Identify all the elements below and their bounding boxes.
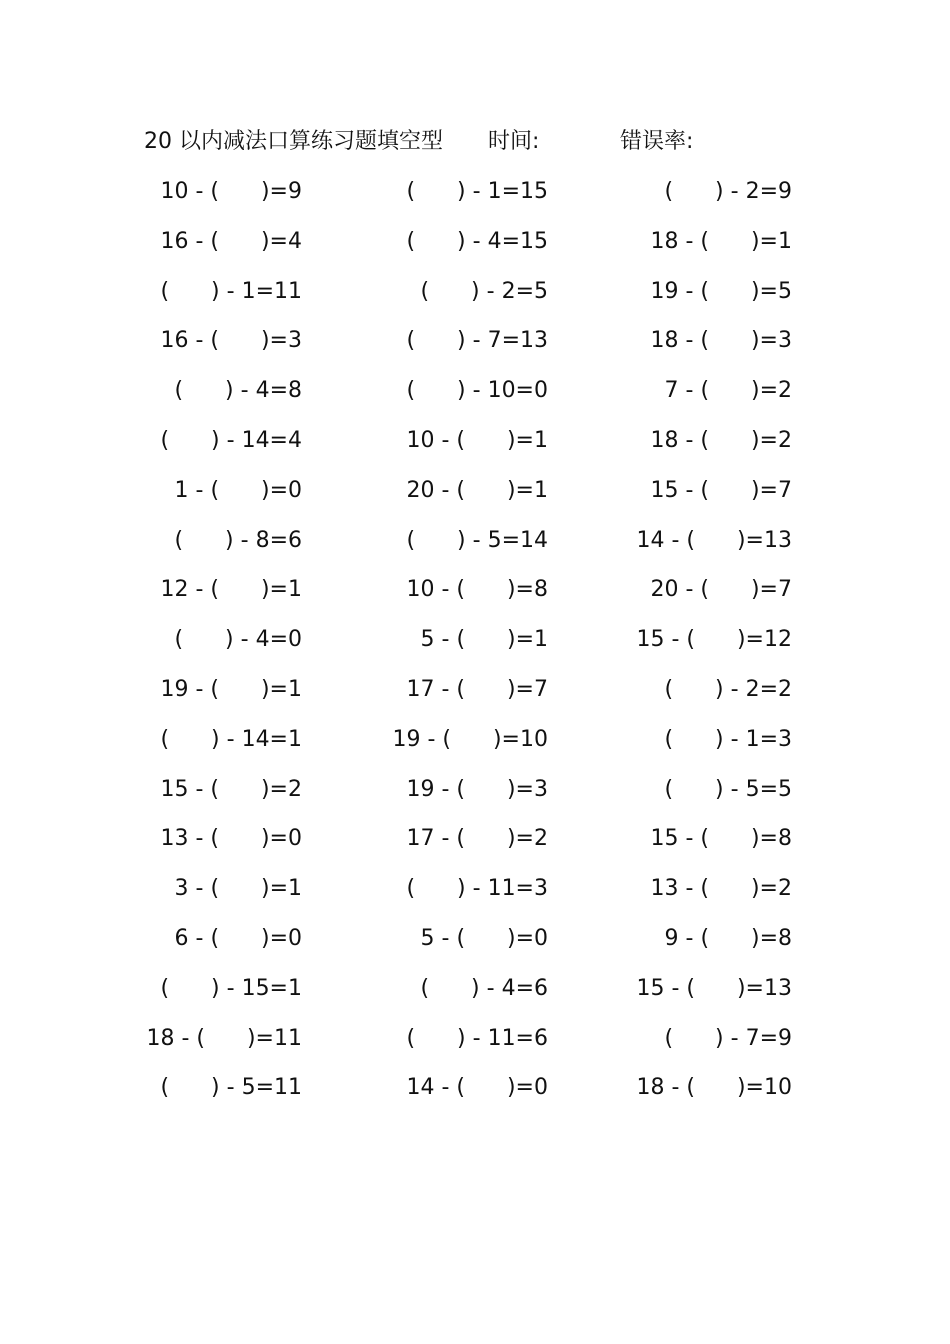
problem: ( ) - 2=5 <box>420 278 548 304</box>
problem: 10 - ( )=9 <box>160 179 302 204</box>
problem: 3 - ( )=1 <box>174 876 302 902</box>
problem-row <box>0 673 950 723</box>
problem: 10 - ( )=8 <box>406 577 548 603</box>
problem: ( ) - 11=3 <box>406 876 548 902</box>
problem: 12 - ( )=1 <box>160 577 302 603</box>
problem: 18 - ( )=3 <box>650 328 792 354</box>
problem: 6 - ( )=0 <box>174 925 302 951</box>
worksheet-title: 20 以内减法口算练习题填空型 <box>144 129 443 154</box>
problem: 13 - ( )=2 <box>650 876 792 902</box>
problem: 19 - ( )=10 <box>392 726 548 752</box>
problem: 7 - ( )=2 <box>664 378 792 404</box>
problem-row <box>0 524 950 574</box>
problem: ( ) - 1=11 <box>160 278 302 304</box>
problem: ( ) - 2=2 <box>664 676 792 702</box>
problem: ( ) - 4=15 <box>406 228 548 254</box>
problem-row <box>0 822 950 872</box>
problem: 17 - ( )=7 <box>406 676 548 702</box>
problem: ( ) - 5=11 <box>160 1075 302 1101</box>
problem: 5 - ( )=0 <box>420 925 548 951</box>
problem: ( ) - 1=3 <box>664 726 792 752</box>
problem-row <box>0 872 950 922</box>
problem: 15 - ( )=2 <box>160 776 302 802</box>
problem: 1 - ( )=0 <box>174 477 302 503</box>
problem: ( ) - 7=13 <box>406 328 548 354</box>
problem: 20 - ( )=7 <box>650 577 792 603</box>
problem: ( ) - 5=5 <box>664 776 792 802</box>
problem: ( ) - 11=6 <box>406 1025 548 1051</box>
time-label: 时间: <box>488 129 540 154</box>
problem-row <box>0 275 950 325</box>
problem-grid <box>0 175 950 1121</box>
problem-row <box>0 573 950 623</box>
problem: 14 - ( )=0 <box>406 1075 548 1101</box>
problem: 15 - ( )=13 <box>636 975 792 1001</box>
problem-row <box>0 424 950 474</box>
problem: ( ) - 7=9 <box>664 1025 792 1051</box>
problem: ( ) - 8=6 <box>174 527 302 553</box>
problem-row <box>0 175 950 225</box>
problem: 20 - ( )=1 <box>406 477 548 503</box>
worksheet-header <box>0 126 950 158</box>
problem: ( ) - 14=4 <box>160 427 302 453</box>
problem: 5 - ( )=1 <box>420 627 548 653</box>
problem: ( ) - 14=1 <box>160 726 302 752</box>
problem-row <box>0 972 950 1022</box>
problem-row <box>0 922 950 972</box>
problem: ( ) - 4=0 <box>174 627 302 653</box>
problem: 16 - ( )=4 <box>160 228 302 254</box>
problem-row <box>0 723 950 773</box>
problem: ( ) - 15=1 <box>160 975 302 1001</box>
problem: ( ) - 4=6 <box>420 975 548 1001</box>
problem-row <box>0 324 950 374</box>
problem: ( ) - 2=9 <box>664 179 792 204</box>
problem: ( ) - 4=8 <box>174 378 302 404</box>
problem-row <box>0 1022 950 1072</box>
problem: 15 - ( )=7 <box>650 477 792 503</box>
problem: 13 - ( )=0 <box>160 826 302 852</box>
problem: 18 - ( )=10 <box>636 1075 792 1101</box>
problem: 9 - ( )=8 <box>664 925 792 951</box>
problem: 17 - ( )=2 <box>406 826 548 852</box>
problem: 18 - ( )=2 <box>650 427 792 453</box>
problem: 16 - ( )=3 <box>160 328 302 354</box>
problem-row <box>0 623 950 673</box>
problem-row <box>0 773 950 823</box>
problem-row <box>0 1071 950 1121</box>
problem: 10 - ( )=1 <box>406 427 548 453</box>
error-rate-label: 错误率: <box>620 129 694 154</box>
problem: 19 - ( )=5 <box>650 278 792 304</box>
problem: ( ) - 1=15 <box>406 179 548 204</box>
problem: 19 - ( )=3 <box>406 776 548 802</box>
problem: 18 - ( )=1 <box>650 228 792 254</box>
problem: 14 - ( )=13 <box>636 527 792 553</box>
problem: 19 - ( )=1 <box>160 676 302 702</box>
problem: ( ) - 10=0 <box>406 378 548 404</box>
problem-row <box>0 474 950 524</box>
problem: ( ) - 5=14 <box>406 527 548 553</box>
problem-row <box>0 374 950 424</box>
problem: 15 - ( )=8 <box>650 826 792 852</box>
problem: 18 - ( )=11 <box>146 1025 302 1051</box>
problem-row <box>0 225 950 275</box>
problem: 15 - ( )=12 <box>636 627 792 653</box>
